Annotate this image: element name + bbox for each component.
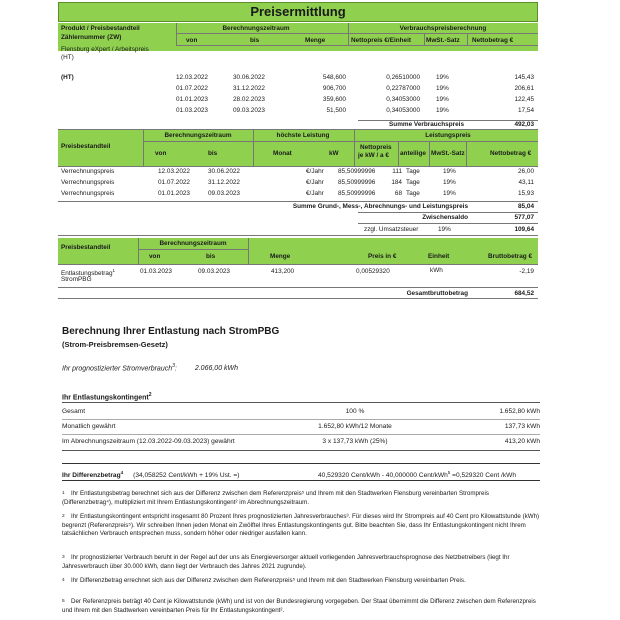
t2-h-net1: Nettopreis — [360, 144, 392, 151]
t1-h-from: von — [186, 37, 198, 44]
quota-row-mid: 3 x 137,73 kWh (25%) — [322, 438, 388, 445]
t3-h-from: von — [149, 253, 161, 260]
footnote-text: Ihr Differenzbetrag errechnet sich aus der Differenz zwischen dem Referenzpreis⁵ und Ihrem mit den Stadtwerken Flensburg vereinbarten Preis. — [71, 577, 466, 584]
t1-row-amount: 206,61 — [514, 85, 534, 92]
t2-h-amount: Nettobetrag € — [490, 150, 532, 157]
t1-h-qty: Menge — [305, 37, 326, 44]
t2-row-days-label: Tage — [406, 168, 420, 175]
t1-row-to: 31.12.2022 — [233, 85, 265, 92]
t2-row-price: 85,50999996 — [338, 190, 376, 197]
t2-row-to: 31.12.2022 — [208, 179, 240, 186]
t2-row-item: Verrechnungspreis — [61, 179, 115, 186]
t1-product-code: (HT) — [61, 54, 74, 61]
t1-row-amount: 122,45 — [514, 96, 534, 103]
t2-row-days: 111 — [392, 168, 402, 175]
table3-header — [58, 238, 538, 264]
footnote-text: Ihr Entlastungsbetrag berechnet sich aus der Differenz zwischen dem Referenzpreis⁵ und Ihrem mit den Stadtwerken Flensburg vereinbarten Strompreis (Differenzbetrag⁴), multipliziert mit Ihrem Entlastungskontingent² im Abrechnungszeitraum. — [62, 490, 489, 506]
t2-h-max: höchste Leistung — [276, 132, 330, 139]
t2-sub-value: 577,07 — [514, 214, 534, 221]
t3-h-gross: Bruttobetrag € — [488, 253, 533, 260]
t2-row-item: Verrechnungspreis — [61, 190, 115, 197]
relief-title: Berechnung Ihrer Entlastung nach StromPBG — [62, 326, 280, 337]
t1-row-from: 12.03.2022 — [176, 74, 208, 81]
t3-h-to: bis — [206, 253, 216, 260]
t1-row-qty: 906,700 — [322, 85, 346, 92]
t2-row-from: 01.07.2022 — [158, 179, 190, 186]
t1-row-vat: 19% — [436, 85, 449, 92]
t2-vat-value: 109,64 — [514, 226, 534, 233]
footnote-number: 4 — [62, 578, 65, 583]
footnote-text: Ihr Entlastungskontingent entspricht insgesamt 80 Prozent Ihres prognostizierten Jahresverbrauches³. Für dieses wird Ihr Strompreis auf 40 Cent pro Kilowattstunde (kWh) begrenzt (Referenzpreis⁵). Wir schreiben Ihnen jeden Monat ein Zwölftel Ihres Entlastungskontingents gut. Bitte beachten Sie, dass Ihr Entlastungskontingent nicht Ihrem tatsächlichen Verbrauch entsprechen muss, sondern höher oder niedriger ausfallen kann. — [62, 513, 540, 538]
quota-row-value: 137,73 kWh — [504, 423, 540, 430]
t3-row-unit: kWh — [430, 267, 443, 274]
t1-row-price: 0,26510000 — [386, 74, 420, 81]
t2-sum-label: Summe Grund-, Mess-, Abrechnungs- und Leistungspreis — [292, 203, 468, 210]
t2-h-month: Monat — [273, 150, 292, 157]
footnote-number: 3 — [62, 555, 65, 560]
t1-row-price: 0,22787000 — [386, 85, 420, 92]
quota-label: Ihr Entlastungskontingent$^2$ — [62, 392, 152, 402]
t2-row-vat: 19% — [443, 190, 456, 197]
t2-row-amount: 26,00 — [518, 168, 534, 175]
t1-row-amount: 17,54 — [518, 107, 534, 114]
t1-row-price: 0,34053000 — [386, 107, 420, 114]
t2-row-days: 68 — [394, 190, 402, 197]
quota-row-mid: 100 % — [345, 408, 365, 415]
t1-row-amount: 145,43 — [514, 74, 534, 81]
t1-row-qty: 359,600 — [322, 96, 346, 103]
quota-row-label: Monatlich gewährt — [62, 423, 116, 430]
t1-row-vat: 19% — [436, 74, 449, 81]
t1-h-item: Produkt / Preisbestandteil — [61, 25, 140, 32]
t1-row-qty: 51,500 — [326, 107, 346, 114]
footnote-item — [62, 513, 540, 539]
t1-h-net-price: Nettopreis €/Einheit — [351, 37, 412, 44]
t2-h-to: bis — [208, 150, 218, 157]
t2-row-price: 85,50999996 — [338, 179, 376, 186]
t1-row-qty: 548,600 — [322, 74, 346, 81]
t3-row-gross: -2,19 — [519, 268, 534, 275]
footnote-item — [62, 490, 540, 507]
t2-row-from: 01.01.2023 — [158, 190, 190, 197]
footnote-item — [62, 598, 540, 615]
footnote-text: Ihr prognostizierter Verbrauch beruht in der Regel auf der uns als Energieversorger aktuell vorliegenden Jahresverbrauchsprognose des Netzbetreibers (liegt Ihr Jahresverbrauch über 30.000 kWh, dann liegt der Verbrauch des Jahres 2021 zugrunde). — [62, 554, 510, 570]
t3-h-price: Preis in € — [368, 253, 397, 260]
footnote-text: Der Referenzpreis beträgt 40 Cent je Kilowattstunde (kWh) und ist von der Bundesregierung vorgegeben. Der Staat übernimmt die Differenz zwischen dem Referenzpreis und Ihrem mit den Stadtwerken vereinbarten Preis für Ihr Entlastungskontingent². — [62, 598, 536, 614]
footnote-item — [62, 554, 540, 571]
t1-total-label: Summe Verbrauchspreis — [389, 121, 464, 128]
t2-h-item: Preisbestandteil — [61, 143, 111, 150]
t2-row-unit: €/Jahr — [306, 190, 324, 197]
t2-h-from: von — [155, 150, 167, 157]
t1-group-label: (HT) — [61, 74, 74, 81]
t2-sum-value: 85,04 — [518, 203, 534, 210]
t1-h-net-amount: Nettobetrag € — [472, 37, 514, 44]
t2-h-vat: MwSt.-Satz — [431, 150, 465, 157]
t2-row-unit: €/Jahr — [306, 179, 324, 186]
t2-row-amount: 15,93 — [518, 190, 534, 197]
t1-row-vat: 19% — [436, 107, 449, 114]
t1-row-to: 30.06.2022 — [233, 74, 265, 81]
t3-row-to: 09.03.2023 — [198, 268, 230, 275]
t2-h-net2: je kW / a € — [358, 152, 389, 159]
footnote-number: 1 — [62, 491, 65, 496]
footnote-item — [62, 577, 540, 586]
t1-row-to: 28.02.2023 — [233, 96, 265, 103]
t1-row-to: 09.03.2023 — [233, 107, 265, 114]
t2-row-from: 12.03.2022 — [158, 168, 190, 175]
t2-vat-rate: 19% — [438, 226, 451, 233]
relief-subtitle: (Strom-Preisbremsen-Gesetz) — [62, 340, 168, 349]
t1-h-vat: MwSt.-Satz — [426, 37, 460, 44]
t1-row-price: 0,34053000 — [386, 96, 420, 103]
t3-total-label: Gesamtbruttobetrag — [406, 290, 468, 297]
t3-row-from: 01.03.2023 — [140, 268, 172, 275]
diff-calc: 40,529320 Cent/kWh - 40,000000 Cent/kWh$^5$ =0,529320 Cent /kWh — [318, 470, 517, 480]
t2-row-amount: 43,11 — [518, 179, 534, 186]
diff-row: Ihr Differenzbetrag$^4$ (34,058252 Cent/kWh + 19% Ust. =) — [62, 470, 240, 480]
forecast-line: Ihr prognostizierter Stromverbrauch$^3$: 2.066,00 kWh — [62, 363, 239, 373]
t1-row-from: 01.07.2022 — [176, 85, 208, 92]
t3-h-qty: Menge — [270, 253, 291, 260]
t1-h-period: Berechnungszeitraum — [222, 25, 290, 32]
t3-total-value: 684,52 — [514, 290, 534, 297]
quota-row-mid: 1.652,80 kWh/12 Monate — [318, 423, 392, 430]
t2-sub-label: Zwischensaldo — [422, 214, 468, 221]
t2-h-kw: kW — [329, 150, 339, 157]
t3-row-item2: StromPBG — [61, 276, 92, 283]
t2-row-vat: 19% — [443, 168, 456, 175]
t3-h-unit: Einheit — [428, 253, 450, 260]
t1-product: Flensburg eXpert / Arbeitspreis — [61, 46, 149, 53]
t2-row-days-label: Tage — [406, 190, 420, 197]
t2-row-days: 184 — [391, 179, 402, 186]
quota-row-value: 413,20 kWh — [504, 438, 540, 445]
sheet-title: Preisermittlung — [58, 2, 538, 22]
footnote-number: 2 — [62, 514, 65, 519]
quota-row-value: 1.652,80 kWh — [499, 408, 540, 415]
t1-total-value: 492,03 — [514, 121, 534, 128]
t2-h-power: Leistungspreis — [425, 132, 471, 139]
t1-row-from: 01.03.2023 — [176, 107, 208, 114]
t3-row-qty: 413,200 — [271, 268, 295, 275]
t3-h-item: Preisbestandteil — [61, 244, 111, 251]
t2-row-item: Verrechnungspreis — [61, 168, 115, 175]
t2-row-days-label: Tage — [406, 179, 420, 186]
footnote-number: 5 — [62, 599, 65, 604]
t2-row-to: 30.06.2022 — [208, 168, 240, 175]
t2-h-period: Berechnungszeitraum — [164, 132, 232, 139]
t3-h-period: Berechnungszeitraum — [159, 240, 227, 247]
price-calculation-sheet — [58, 2, 538, 300]
t3-row-item: Entlastungsbetrag$^1$ — [61, 268, 116, 278]
t2-row-to: 09.03.2023 — [208, 190, 240, 197]
t1-h-to: bis — [250, 37, 260, 44]
t2-row-vat: 19% — [443, 179, 456, 186]
t2-vat-label: zzgl. Umsatzsteuer — [364, 226, 419, 233]
t2-row-price: 85,50999996 — [338, 168, 376, 175]
t1-row-from: 01.01.2023 — [176, 96, 208, 103]
t1-row-vat: 19% — [436, 96, 449, 103]
t1-h-consumption: Verbrauchspreisberechnung — [399, 25, 487, 32]
quota-row-label: Gesamt — [62, 408, 86, 415]
t2-row-unit: €/Jahr — [306, 168, 324, 175]
t2-h-share: anteilige — [400, 150, 426, 157]
quota-row-label: Im Abrechnungszeitraum (12.03.2022-09.03.2023) gewährt — [62, 438, 235, 445]
t1-h-meter: Zählernummer (ZW) — [61, 34, 122, 41]
t3-row-price: 0,00529320 — [356, 268, 390, 275]
